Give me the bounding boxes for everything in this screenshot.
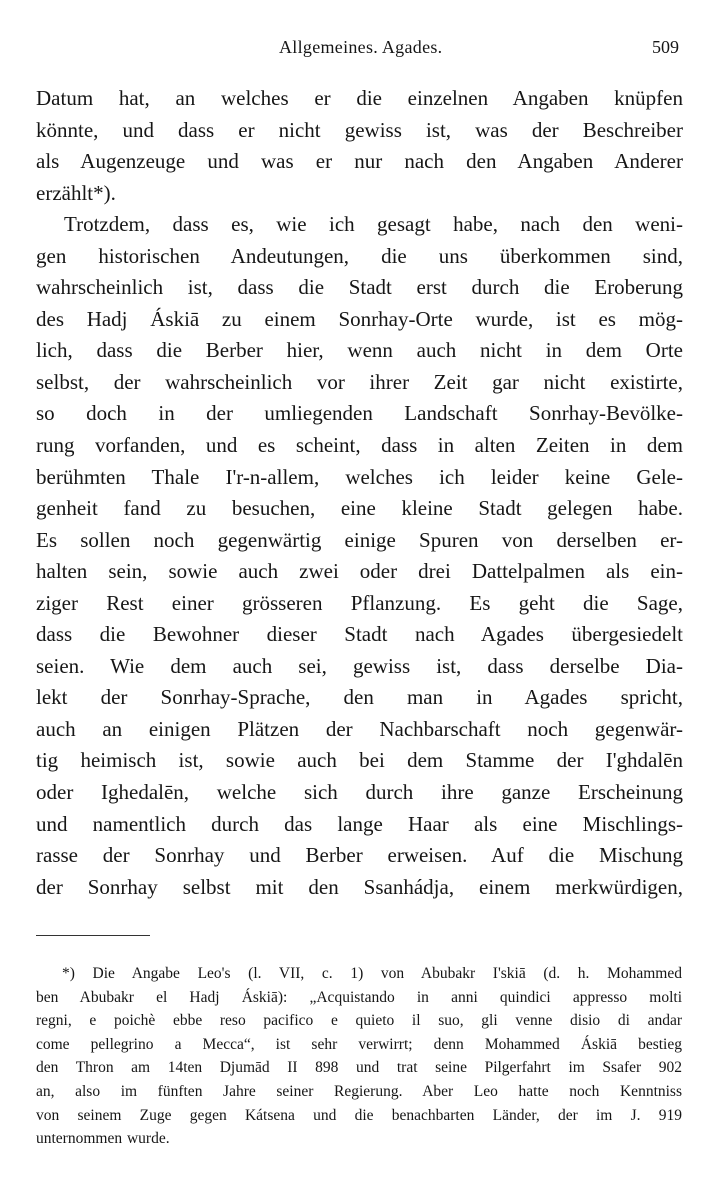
page-number: 509 (652, 37, 679, 57)
footnote-line: an, also im fünften Jahre seiner Regierung. Aber Leo hatte noch Kenntniss (36, 1082, 682, 1100)
body-text (36, 83, 683, 903)
body-line: wahrscheinlich ist, dass die Stadt erst durch die Eroberung (36, 275, 683, 300)
body-line: gen historischen Andeutungen, die uns überkommen sind, (36, 243, 683, 268)
body-line: oder Ighedalēn, welche sich durch ihre ganze Erscheinung (36, 780, 683, 805)
body-line: könnte, und dass er nicht gewiss ist, was der Beschreiber (36, 117, 683, 142)
body-line: und namentlich durch das lange Haar als eine Mischlings- (36, 811, 683, 836)
body-line: lekt der Sonrhay-Sprache, den man in Agades spricht, (36, 685, 683, 710)
body-line: ziger Rest einer grösseren Pflanzung. Es geht die Sage, (36, 590, 683, 615)
body-line: erzählt*). (36, 180, 116, 205)
body-line: als Augenzeuge und was er nur nach den Angaben Anderer (36, 149, 683, 174)
body-line: selbst, der wahrscheinlich vor ihrer Zeit gar nicht existirte, (36, 369, 683, 394)
footnote-line: come pellegrino a Mecca“, ist sehr verwirrt; denn Mohammed Áskiā bestieg (36, 1035, 682, 1053)
body-line: berühmten Thale I'r-n-allem, welches ich leider keine Gele- (36, 464, 683, 489)
footnote-divider (36, 935, 150, 936)
body-line: Datum hat, an welches er die einzelnen Angaben knüpfen (36, 86, 683, 110)
footnote-line: *) Die Angabe Leo's (l. VII, c. 1) von Abubakr I'skiā (d. h. Mohammed (62, 965, 682, 982)
body-line: des Hadj Áskiā zu einem Sonrhay-Orte wurde, ist es mög- (36, 306, 683, 331)
body-line: seien. Wie dem auch sei, gewiss ist, dass derselbe Dia- (36, 653, 683, 678)
body-line: Es sollen noch gegenwärtig einige Spuren von derselben er- (36, 527, 683, 552)
body-line: rasse der Sonrhay und Berber erweisen. Auf die Mischung (36, 843, 683, 868)
body-line: Trotzdem, dass es, wie ich gesagt habe, nach den weni- (64, 212, 683, 237)
body-line: lich, dass die Berber hier, wenn auch nicht in dem Orte (36, 338, 683, 363)
body-line: auch an einigen Plätzen der Nachbarschaft noch gegenwär- (36, 716, 683, 741)
body-line: genheit fand zu besuchen, eine kleine Stadt gelegen habe. (36, 496, 683, 521)
footnote-line: ben Abubakr el Hadj Áskiā): „Acquistando in anni quindici appresso molti (36, 988, 682, 1006)
body-line: halten sein, sowie auch zwei oder drei Dattelpalmen als ein- (36, 559, 683, 584)
running-title: Allgemeines. Agades. (279, 37, 443, 57)
footnote (36, 962, 682, 1151)
footnote-line: regni, e poichè ebbe reso pacifico e quieto il suo, gli venne disio di andar (36, 1012, 682, 1030)
body-line: dass die Bewohner dieser Stadt nach Agades übergesiedelt (36, 622, 683, 647)
footnote-line: den Thron am 14ten Djumād II 898 und trat seine Pilgerfahrt im Ssafer 902 (36, 1059, 682, 1077)
body-line: rung vorfanden, und es scheint, dass in alten Zeiten in dem (36, 433, 683, 458)
footnote-line: von seinem Zuge gegen Kátsena und die benachbarten Länder, der im J. 919 (36, 1106, 682, 1124)
footnote-line: unternommen wurde. (36, 1130, 170, 1148)
body-line: der Sonrhay selbst mit den Ssanhádja, einem merkwürdigen, (36, 874, 683, 899)
body-line: so doch in der umliegenden Landschaft Sonrhay-Bevölke- (36, 401, 683, 426)
running-header (0, 37, 721, 67)
body-line: tig heimisch ist, sowie auch bei dem Stamme der I'ghdalēn (36, 748, 683, 773)
